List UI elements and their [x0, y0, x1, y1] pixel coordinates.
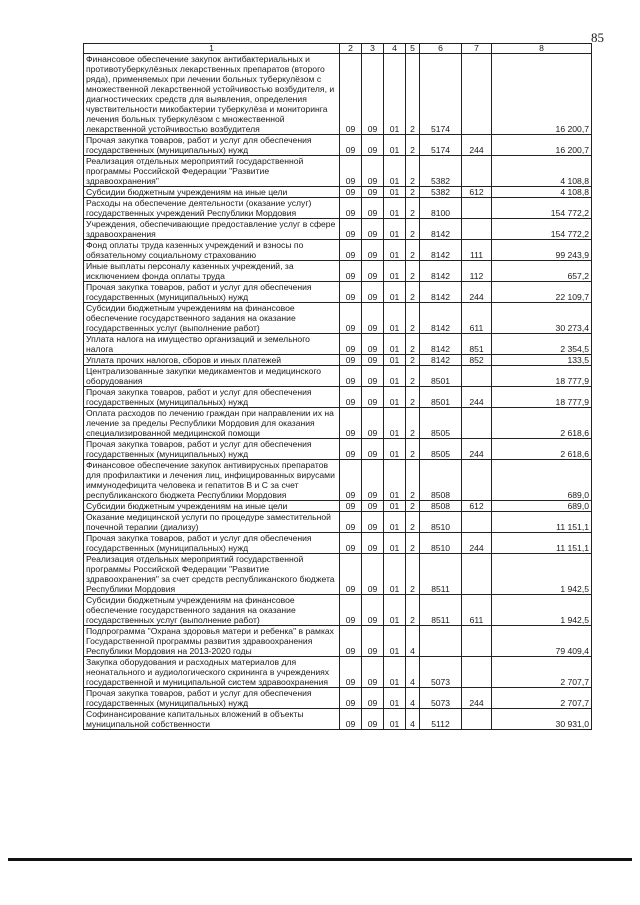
ministry-code-cell: 09: [340, 156, 362, 187]
table-row: [84, 595, 592, 626]
item-name-cell: Расходы на обеспечение деятельности (оказание услуг) государственных учреждений Республики Мордовия: [84, 198, 340, 219]
ministry-code-cell: 09: [340, 501, 362, 512]
expense-type-code-cell: 244: [462, 688, 492, 709]
amount-cell: 16 200,7: [492, 135, 592, 156]
table-row: [84, 688, 592, 709]
item-name-cell: Оплата расходов по лечению граждан при направлении их на лечение за пределы Республики Мордовия для оказания специализированной медицинской помощи: [84, 408, 340, 439]
amount-cell: 99 243,9: [492, 240, 592, 261]
table-row: [84, 387, 592, 408]
item-name-cell: Реализация отдельных мероприятий государственной программы Российской Федерации "Развитие здравоохранения" за счет средств республиканского бюджета Республики Мордовия: [84, 554, 340, 595]
subsection-code-cell: 01: [384, 198, 406, 219]
table-row: [84, 303, 592, 334]
column-header: 7: [462, 44, 492, 54]
section-code-cell: 09: [362, 240, 384, 261]
subsection-code-cell: 01: [384, 334, 406, 355]
section-code-cell: 09: [362, 261, 384, 282]
expense-type-code-cell: [462, 156, 492, 187]
section-code-cell: 09: [362, 501, 384, 512]
ministry-code-cell: 09: [340, 657, 362, 688]
column-header: 8: [492, 44, 592, 54]
amount-cell: 1 942,5: [492, 554, 592, 595]
subsection-code-cell: 01: [384, 439, 406, 460]
column-header: 3: [362, 44, 384, 54]
item-name-cell: Уплата налога на имущество организаций и земельного налога: [84, 334, 340, 355]
expense-type-code-cell: [462, 54, 492, 135]
program-code-cell: 2: [406, 156, 420, 187]
program-code-cell: 2: [406, 334, 420, 355]
target-code-cell: 8142: [420, 355, 462, 366]
program-code-cell: 4: [406, 709, 420, 730]
ministry-code-cell: 09: [340, 595, 362, 626]
target-code-cell: 8511: [420, 554, 462, 595]
item-name-cell: Субсидии бюджетным учреждениям на иные цели: [84, 501, 340, 512]
item-name-cell: Реализация отдельных мероприятий государственной программы Российской Федерации "Развитие здравоохранения": [84, 156, 340, 187]
subsection-code-cell: 01: [384, 501, 406, 512]
amount-cell: 18 777,9: [492, 387, 592, 408]
ministry-code-cell: 09: [340, 198, 362, 219]
ministry-code-cell: 09: [340, 533, 362, 554]
expense-type-code-cell: 612: [462, 187, 492, 198]
ministry-code-cell: 09: [340, 366, 362, 387]
subsection-code-cell: 01: [384, 688, 406, 709]
item-name-cell: Субсидии бюджетным учреждениям на иные цели: [84, 187, 340, 198]
subsection-code-cell: 01: [384, 156, 406, 187]
expense-type-code-cell: 611: [462, 303, 492, 334]
program-code-cell: 2: [406, 219, 420, 240]
subsection-code-cell: 01: [384, 240, 406, 261]
section-code-cell: 09: [362, 135, 384, 156]
program-code-cell: 4: [406, 657, 420, 688]
ministry-code-cell: 09: [340, 709, 362, 730]
amount-cell: 2 618,6: [492, 439, 592, 460]
table-row: [84, 240, 592, 261]
expense-type-code-cell: 244: [462, 533, 492, 554]
program-code-cell: 2: [406, 303, 420, 334]
subsection-code-cell: 01: [384, 387, 406, 408]
target-code-cell: 8505: [420, 439, 462, 460]
item-name-cell: Прочая закупка товаров, работ и услуг для обеспечения государственных (муниципальных) нужд: [84, 135, 340, 156]
table-row: [84, 261, 592, 282]
section-code-cell: 09: [362, 688, 384, 709]
subsection-code-cell: 01: [384, 709, 406, 730]
item-name-cell: Прочая закупка товаров, работ и услуг для обеспечения государственных (муниципальных) нужд: [84, 688, 340, 709]
table-row: [84, 709, 592, 730]
target-code-cell: 8501: [420, 387, 462, 408]
expense-type-code-cell: 244: [462, 387, 492, 408]
section-code-cell: 09: [362, 408, 384, 439]
target-code-cell: 8142: [420, 261, 462, 282]
section-code-cell: 09: [362, 219, 384, 240]
table-row: [84, 512, 592, 533]
expense-type-code-cell: 852: [462, 355, 492, 366]
amount-cell: 2 707,7: [492, 688, 592, 709]
table-row: [84, 626, 592, 657]
ministry-code-cell: 09: [340, 219, 362, 240]
subsection-code-cell: 01: [384, 355, 406, 366]
subsection-code-cell: 01: [384, 554, 406, 595]
amount-cell: 11 151,1: [492, 533, 592, 554]
section-code-cell: 09: [362, 554, 384, 595]
column-header: 6: [420, 44, 462, 54]
table-row: [84, 366, 592, 387]
target-code-cell: 8511: [420, 595, 462, 626]
target-code-cell: 8142: [420, 334, 462, 355]
expense-type-code-cell: [462, 198, 492, 219]
ministry-code-cell: 09: [340, 688, 362, 709]
program-code-cell: 2: [406, 408, 420, 439]
ministry-code-cell: 09: [340, 54, 362, 135]
target-code-cell: 8100: [420, 198, 462, 219]
program-code-cell: 2: [406, 366, 420, 387]
amount-cell: 11 151,1: [492, 512, 592, 533]
table-row: [84, 657, 592, 688]
ministry-code-cell: 09: [340, 355, 362, 366]
item-name-cell: Закупка оборудования и расходных материалов для неонатального и аудиологического скрининга в учреждениях государственной и муниципальной систем здравоохранения: [84, 657, 340, 688]
program-code-cell: 2: [406, 387, 420, 408]
section-code-cell: 09: [362, 156, 384, 187]
table-row: [84, 439, 592, 460]
target-code-cell: 5073: [420, 688, 462, 709]
item-name-cell: Финансовое обеспечение закупок антибактериальных и противотуберкулёзных лекарственных препаратов (второго ряда), применяемых при лечении больных туберкулёзом с множественной лекарственной устойчивостью возбудителя, и диагностических средств для выявления, определения чувствительности микобактерии туберкулёза и мониторинга лечения больных туберкулёзом с множественной лекарственной устойчивостью возбудителя: [84, 54, 340, 135]
target-code-cell: 5174: [420, 135, 462, 156]
amount-cell: 1 942,5: [492, 595, 592, 626]
budget-table: [83, 43, 592, 730]
table-row: [84, 501, 592, 512]
program-code-cell: 4: [406, 688, 420, 709]
expense-type-code-cell: [462, 709, 492, 730]
item-name-cell: Централизованные закупки медикаментов и медицинского оборудования: [84, 366, 340, 387]
section-code-cell: 09: [362, 533, 384, 554]
program-code-cell: 2: [406, 198, 420, 219]
program-code-cell: 2: [406, 533, 420, 554]
program-code-cell: 2: [406, 54, 420, 135]
program-code-cell: 2: [406, 595, 420, 626]
program-code-cell: 2: [406, 439, 420, 460]
section-code-cell: 09: [362, 512, 384, 533]
target-code-cell: 8510: [420, 512, 462, 533]
program-code-cell: 4: [406, 626, 420, 657]
expense-type-code-cell: [462, 460, 492, 501]
section-code-cell: 09: [362, 709, 384, 730]
ministry-code-cell: 09: [340, 261, 362, 282]
subsection-code-cell: 01: [384, 657, 406, 688]
subsection-code-cell: 01: [384, 219, 406, 240]
ministry-code-cell: 09: [340, 240, 362, 261]
target-code-cell: 8142: [420, 240, 462, 261]
item-name-cell: Оказание медицинской услуги по процедуре заместительной почечной терапии (диализу): [84, 512, 340, 533]
ministry-code-cell: 09: [340, 460, 362, 501]
amount-cell: 2 707,7: [492, 657, 592, 688]
target-code-cell: 5112: [420, 709, 462, 730]
section-code-cell: 09: [362, 303, 384, 334]
target-code-cell: 8142: [420, 219, 462, 240]
section-code-cell: 09: [362, 626, 384, 657]
column-header: 5: [406, 44, 420, 54]
expense-type-code-cell: 244: [462, 282, 492, 303]
expense-type-code-cell: [462, 408, 492, 439]
ministry-code-cell: 09: [340, 408, 362, 439]
target-code-cell: 5174: [420, 54, 462, 135]
subsection-code-cell: 01: [384, 408, 406, 439]
page-number: 85: [591, 30, 604, 45]
expense-type-code-cell: 112: [462, 261, 492, 282]
program-code-cell: 2: [406, 187, 420, 198]
subsection-code-cell: 01: [384, 261, 406, 282]
program-code-cell: 2: [406, 512, 420, 533]
item-name-cell: Уплата прочих налогов, сборов и иных платежей: [84, 355, 340, 366]
expense-type-code-cell: 244: [462, 135, 492, 156]
table-row: [84, 408, 592, 439]
amount-cell: 689,0: [492, 460, 592, 501]
expense-type-code-cell: [462, 366, 492, 387]
item-name-cell: Прочая закупка товаров, работ и услуг для обеспечения государственных (муниципальных) нужд: [84, 439, 340, 460]
target-code-cell: [420, 626, 462, 657]
subsection-code-cell: 01: [384, 626, 406, 657]
table-row: [84, 198, 592, 219]
table-row: [84, 135, 592, 156]
expense-type-code-cell: 612: [462, 501, 492, 512]
item-name-cell: Прочая закупка товаров, работ и услуг для обеспечения государственных (муниципальных) нужд: [84, 282, 340, 303]
target-code-cell: 5073: [420, 657, 462, 688]
table-row: [84, 460, 592, 501]
expense-type-code-cell: [462, 657, 492, 688]
expense-type-code-cell: [462, 512, 492, 533]
program-code-cell: 2: [406, 135, 420, 156]
target-code-cell: 8142: [420, 303, 462, 334]
item-name-cell: Учреждения, обеспечивающие предоставление услуг в сфере здравоохранения: [84, 219, 340, 240]
item-name-cell: Прочая закупка товаров, работ и услуг для обеспечения государственных (муниципальных) нужд: [84, 387, 340, 408]
amount-cell: 689,0: [492, 501, 592, 512]
table-row: [84, 282, 592, 303]
table-row: [84, 554, 592, 595]
subsection-code-cell: 01: [384, 303, 406, 334]
subsection-code-cell: 01: [384, 366, 406, 387]
amount-cell: 2 354,5: [492, 334, 592, 355]
program-code-cell: 2: [406, 554, 420, 595]
subsection-code-cell: 01: [384, 135, 406, 156]
amount-cell: 18 777,9: [492, 366, 592, 387]
target-code-cell: 8505: [420, 408, 462, 439]
amount-cell: 657,2: [492, 261, 592, 282]
subsection-code-cell: 01: [384, 533, 406, 554]
item-name-cell: Субсидии бюджетным учреждениям на финансовое обеспечение государственного задания на оказание государственных услуг (выполнение работ): [84, 595, 340, 626]
amount-cell: 4 108,8: [492, 187, 592, 198]
table-row: [84, 54, 592, 135]
expense-type-code-cell: 851: [462, 334, 492, 355]
column-header: 1: [84, 44, 340, 54]
subsection-code-cell: 01: [384, 595, 406, 626]
expense-type-code-cell: 111: [462, 240, 492, 261]
target-code-cell: 5382: [420, 187, 462, 198]
expense-type-code-cell: [462, 219, 492, 240]
amount-cell: 154 772,2: [492, 198, 592, 219]
item-name-cell: Субсидии бюджетным учреждениям на финансовое обеспечение государственного задания на оказание государственных услуг (выполнение работ): [84, 303, 340, 334]
table-row: [84, 334, 592, 355]
program-code-cell: 2: [406, 460, 420, 501]
item-name-cell: Финансовое обеспечение закупок антивирусных препаратов для профилактики и лечения лиц, инфицированных вирусами иммунодефицита человека и гепатитов В и С за счет республиканского бюджета Республики Мордовия: [84, 460, 340, 501]
target-code-cell: 8142: [420, 282, 462, 303]
target-code-cell: 8508: [420, 460, 462, 501]
section-code-cell: 09: [362, 657, 384, 688]
section-code-cell: 09: [362, 54, 384, 135]
amount-cell: 16 200,7: [492, 54, 592, 135]
ministry-code-cell: 09: [340, 512, 362, 533]
table-row: [84, 156, 592, 187]
program-code-cell: 2: [406, 240, 420, 261]
column-header: 2: [340, 44, 362, 54]
ministry-code-cell: 09: [340, 439, 362, 460]
subsection-code-cell: 01: [384, 512, 406, 533]
bottom-divider: [8, 858, 632, 861]
section-code-cell: 09: [362, 595, 384, 626]
table-row: [84, 355, 592, 366]
item-name-cell: Софинансирование капитальных вложений в объекты муниципальной собственности: [84, 709, 340, 730]
program-code-cell: 2: [406, 282, 420, 303]
item-name-cell: Фонд оплаты труда казенных учреждений и взносы по обязательному социальному страхованию: [84, 240, 340, 261]
amount-cell: 30 273,4: [492, 303, 592, 334]
target-code-cell: 8510: [420, 533, 462, 554]
column-header: 4: [384, 44, 406, 54]
ministry-code-cell: 09: [340, 334, 362, 355]
program-code-cell: 2: [406, 501, 420, 512]
item-name-cell: Подпрограмма "Охрана здоровья матери и ребенка" в рамках Государственной программы развития здравоохранения Республики Мордовия на 2013-2020 годы: [84, 626, 340, 657]
table-row: [84, 533, 592, 554]
section-code-cell: 09: [362, 439, 384, 460]
amount-cell: 79 409,4: [492, 626, 592, 657]
table-row: [84, 187, 592, 198]
section-code-cell: 09: [362, 198, 384, 219]
section-code-cell: 09: [362, 460, 384, 501]
ministry-code-cell: 09: [340, 554, 362, 595]
subsection-code-cell: 01: [384, 187, 406, 198]
target-code-cell: 8501: [420, 366, 462, 387]
expense-type-code-cell: 244: [462, 439, 492, 460]
target-code-cell: 8508: [420, 501, 462, 512]
section-code-cell: 09: [362, 334, 384, 355]
ministry-code-cell: 09: [340, 387, 362, 408]
ministry-code-cell: 09: [340, 187, 362, 198]
ministry-code-cell: 09: [340, 303, 362, 334]
program-code-cell: 2: [406, 355, 420, 366]
amount-cell: 30 931,0: [492, 709, 592, 730]
table-row: [84, 219, 592, 240]
amount-cell: 154 772,2: [492, 219, 592, 240]
ministry-code-cell: 09: [340, 626, 362, 657]
section-code-cell: 09: [362, 355, 384, 366]
expense-type-code-cell: 611: [462, 595, 492, 626]
section-code-cell: 09: [362, 187, 384, 198]
expense-type-code-cell: [462, 626, 492, 657]
subsection-code-cell: 01: [384, 54, 406, 135]
amount-cell: 2 618,6: [492, 408, 592, 439]
amount-cell: 4 108,8: [492, 156, 592, 187]
program-code-cell: 2: [406, 261, 420, 282]
amount-cell: 133,5: [492, 355, 592, 366]
section-code-cell: 09: [362, 366, 384, 387]
section-code-cell: 09: [362, 282, 384, 303]
ministry-code-cell: 09: [340, 135, 362, 156]
amount-cell: 22 109,7: [492, 282, 592, 303]
item-name-cell: Прочая закупка товаров, работ и услуг для обеспечения государственных (муниципальных) нужд: [84, 533, 340, 554]
item-name-cell: Иные выплаты персоналу казенных учреждений, за исключением фонда оплаты труда: [84, 261, 340, 282]
ministry-code-cell: 09: [340, 282, 362, 303]
section-code-cell: 09: [362, 387, 384, 408]
target-code-cell: 5382: [420, 156, 462, 187]
subsection-code-cell: 01: [384, 282, 406, 303]
subsection-code-cell: 01: [384, 460, 406, 501]
expense-type-code-cell: [462, 554, 492, 595]
table-header-row: [84, 44, 592, 54]
